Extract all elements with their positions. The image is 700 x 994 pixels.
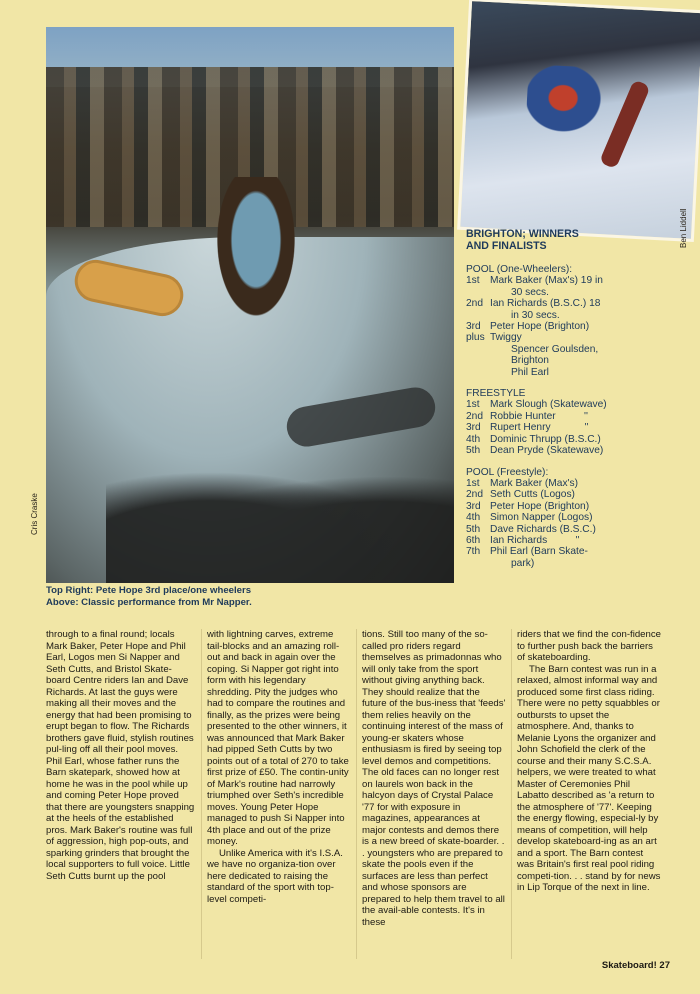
results-heading	[466, 228, 666, 252]
results-name: Ian Richards ''	[490, 534, 580, 546]
main-photo-credit: Cris Craske	[30, 493, 39, 535]
article-paragraph: through to a final round; locals Mark Baker, Peter Hope and Phil Earl, Logos men Si Napper and Seth Cutts, and Bristol Skate-board Centre riders Ian and Dave Richards. At last the guys were making all their moves and the energy that had been promising to erupt began to flow. The Richards brothers gave fluid, stylish routines pul-ling off all their pool moves. Phil Earl, whose father runs the Barn skatepark, showed how at home he was in the pool while up and coming Peter Hope proved that there are youngsters snapping at the heels of the established pros. Mark Baker's routine was full of aggression, high pop-outs, and sparking grinders that brought the local supporters to full voice. Little Seth Cutts burnt up the pool	[46, 629, 195, 882]
results-name: Peter Hope (Brighton)	[490, 500, 590, 512]
results-name: Brighton	[511, 355, 549, 367]
results-entry	[466, 558, 666, 569]
caption-top-right: Top Right: Pete Hope 3rd place/one wheelers	[46, 585, 252, 596]
results-position: 3rd	[466, 422, 481, 434]
results-entry	[466, 411, 666, 422]
results-heading-line1: BRIGHTON; WINNERS	[466, 228, 579, 240]
results-position: 3rd	[466, 321, 481, 333]
photo-captions	[46, 585, 466, 608]
results-name: Ian Richards (B.S.C.) 18	[490, 298, 601, 310]
results-position	[466, 558, 490, 569]
article-paragraph: riders that we find the con-fidence to further push back the barriers of skateboarding.	[517, 629, 661, 663]
results-entry	[466, 512, 666, 523]
results-entry	[466, 399, 666, 410]
results-position	[466, 344, 490, 355]
page-footer: Skateboard! 27	[601, 960, 670, 971]
results-entry	[466, 321, 666, 332]
results-name: Rupert Henry ''	[490, 422, 589, 434]
results-entry	[466, 422, 666, 433]
article-paragraph: with lightning carves, extreme tail-blocks and an amazing roll-out and back in again over the coping. Si Napper got right into form with his legendary shredding. Pity the judges who had to compare the routines and finally, as the prizes were being presented to the other winners, it was announced that Mark Baker had pipped Seth Cutts by two points out of a total of 270 to take first prize of £50. The contin-unity of Mark's routine had narrowly triumphed over Seth's incredible moves. Young Peter Hope managed to push Si Napper into 4th place and out of the prize money.	[207, 629, 349, 847]
results-box	[466, 228, 666, 569]
results-entry	[466, 275, 666, 286]
results-entry	[466, 478, 666, 489]
article-column-3	[356, 629, 511, 959]
caption-above: Above: Classic performance from Mr Napper.	[46, 596, 252, 608]
results-name: Simon Napper (Logos)	[490, 512, 593, 524]
top-right-photo	[457, 0, 700, 242]
results-position: 5th	[466, 523, 481, 535]
photo-rider	[525, 64, 619, 149]
article-column-4	[511, 629, 666, 959]
results-entry	[466, 501, 666, 512]
results-position: 1st	[466, 275, 480, 287]
results-position	[466, 287, 490, 298]
results-name: Peter Hope (Brighton)	[490, 321, 590, 333]
results-name: Mark Slough (Skatewave)	[490, 399, 607, 411]
results-entry	[466, 332, 666, 343]
article-body	[46, 629, 666, 959]
results-position: 6th	[466, 534, 481, 546]
results-name: Dave Richards (B.S.C.)	[490, 523, 596, 535]
results-name: Mark Baker (Max's) 19 in	[490, 275, 603, 287]
article-paragraph: The Barn contest was run in a relaxed, almost informal way and produced some first class riding. There were no petty squabbles or outbursts to upset the atmosphere. And, thanks to Melanie Lyons the organizer and John Schofield the clerk of the course and their many S.C.S.A. helpers, we were treated to what Master of Ceremonies Phil Labatto described as 'a return to the atmosphere of '77'. Keeping the energy flowing, especial-ly by means of competition, will help develop skateboard-ing as an art and a sport. The Barn contest was Britain's first real pool riding competi-tion. . . stand by for news in Lip Torque of the next in line.	[517, 663, 661, 893]
results-name: Robbie Hunter ''	[490, 410, 588, 422]
results-entry	[466, 344, 666, 355]
results-category	[466, 264, 666, 378]
results-position: 1st	[466, 399, 480, 411]
results-categories	[466, 264, 666, 569]
results-position: 1st	[466, 477, 480, 489]
photo-skater	[196, 177, 316, 357]
results-heading-line2: AND FINALISTS	[466, 240, 547, 252]
results-position: 7th	[466, 546, 481, 558]
results-category-title: POOL (Freestyle):	[466, 466, 549, 478]
article-paragraph: Unlike America with it's I.S.A. we have no organiza-tion over here dedicated to raising the standard of the sport with top-level competi-	[207, 847, 343, 905]
results-name: park)	[511, 557, 535, 569]
results-category-title: POOL (One-Wheelers):	[466, 264, 573, 275]
results-name: Phil Earl (Barn Skate-	[490, 546, 588, 558]
results-name: Dean Pryde (Skatewave)	[490, 445, 604, 457]
results-name: Phil Earl	[511, 366, 549, 378]
results-position: 2nd	[466, 298, 483, 310]
results-category	[466, 388, 666, 456]
results-category	[466, 467, 666, 570]
photo-crowd-shadow	[106, 457, 454, 583]
results-name: 30 secs.	[511, 286, 549, 298]
results-entry	[466, 524, 666, 535]
results-position	[466, 310, 490, 321]
results-entry	[466, 546, 666, 557]
results-position: 4th	[466, 433, 481, 445]
results-entry	[466, 298, 666, 309]
article-column-2	[201, 629, 356, 959]
top-photo-credit: Ben Liddell	[679, 208, 688, 248]
results-entry	[466, 535, 666, 546]
results-position: plus	[466, 332, 485, 344]
results-entry	[466, 355, 666, 366]
results-name: in 30 secs.	[511, 309, 560, 321]
results-entry	[466, 287, 666, 298]
results-entry	[466, 489, 666, 500]
results-position: 2nd	[466, 489, 483, 501]
results-category-title: FREESTYLE	[466, 388, 526, 400]
results-position: 5th	[466, 445, 481, 457]
results-name: Dominic Thrupp (B.S.C.)	[490, 433, 601, 445]
results-name: Seth Cutts (Logos)	[490, 489, 575, 501]
results-entry	[466, 434, 666, 445]
results-position: 2nd	[466, 410, 483, 422]
results-entry	[466, 445, 666, 456]
results-name: Spencer Goulsden,	[511, 343, 599, 355]
results-entry	[466, 367, 666, 378]
article-column-1	[46, 629, 201, 959]
results-name: Mark Baker (Max's)	[490, 477, 578, 489]
main-photo	[46, 27, 454, 583]
results-position: 3rd	[466, 500, 481, 512]
results-position	[466, 367, 490, 378]
results-position: 4th	[466, 512, 481, 524]
results-position	[466, 355, 490, 366]
results-entry	[466, 310, 666, 321]
article-paragraph: tions. Still too many of the so-called pro riders regard themselves as primadonnas who will only take from the sport without giving anything back. They should realize that the future of the bus-iness that 'feeds' them relies heavily on the continuing interest of the mass of young-er skaters whose enthusiasm is fired by seeing top level demos and competitions. The old faces can no longer rest on laurels won back in the halcyon days of Crystal Palace '77 for with exposure in magazines, appearances at major contests and demos there is a new breed of skate-boarder. . . youngsters who are prepared to skate the pools even if the surfaces are less than perfect and whose sponsors are prepared to help them travel to all the avail-able contests. It's in these	[362, 629, 506, 928]
results-name: Twiggy	[490, 332, 522, 344]
